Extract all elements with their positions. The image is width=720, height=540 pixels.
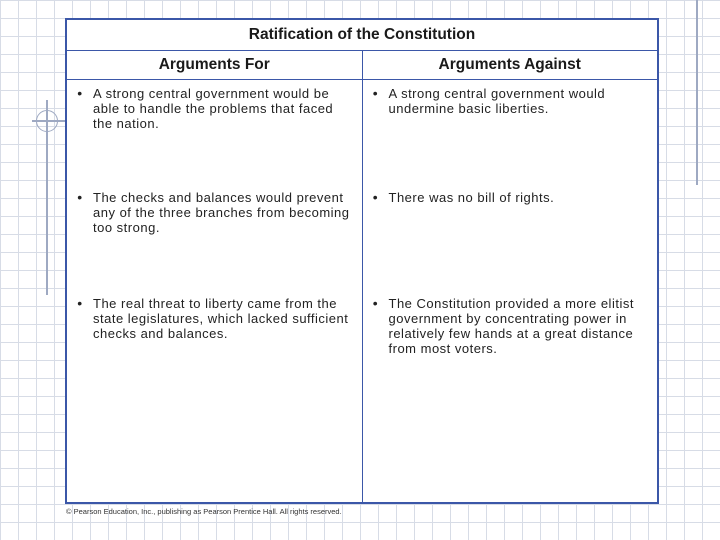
item-text: There was no bill of rights. <box>388 190 555 205</box>
decorative-circle <box>36 110 58 132</box>
bullet-icon: • <box>77 85 83 101</box>
item-text: A strong central government would be able to handle the problems that faced the nation. <box>93 86 334 131</box>
list-item <box>363 296 650 356</box>
table-title: Ratification of the Constitution <box>67 20 657 51</box>
ratification-table <box>65 18 659 504</box>
list-item <box>363 86 650 116</box>
item-text: A strong central government would undermine basic liberties. <box>388 86 606 116</box>
item-text: The checks and balances would prevent any of the three branches from becoming too strong. <box>93 190 350 235</box>
table-body <box>67 80 657 502</box>
list-item <box>363 190 650 205</box>
bullet-icon: • <box>372 295 379 311</box>
column-arguments-for <box>67 80 363 502</box>
copyright-note: © Pearson Education, Inc., publishing as Pearson Prentice Hall. All rights reserved. <box>66 507 342 516</box>
decorative-right-line <box>696 0 698 185</box>
column-arguments-against <box>363 80 658 502</box>
list-item <box>67 86 354 131</box>
bullet-icon: • <box>77 189 83 205</box>
list-item <box>67 296 354 341</box>
table-header-row <box>67 51 657 80</box>
bullet-icon: • <box>77 295 83 311</box>
list-item <box>67 190 354 235</box>
item-text: The real threat to liberty came from the state legislatures, which lacked sufficient checks and balances. <box>93 296 349 341</box>
item-text: The Constitution provided a more elitist government by concentrating power in relatively few hands at a great distance from most voters. <box>388 296 634 356</box>
bullet-icon: • <box>372 189 379 205</box>
bullet-icon: • <box>372 85 379 101</box>
header-arguments-for: Arguments For <box>67 51 363 79</box>
header-arguments-against: Arguments Against <box>438 56 581 73</box>
